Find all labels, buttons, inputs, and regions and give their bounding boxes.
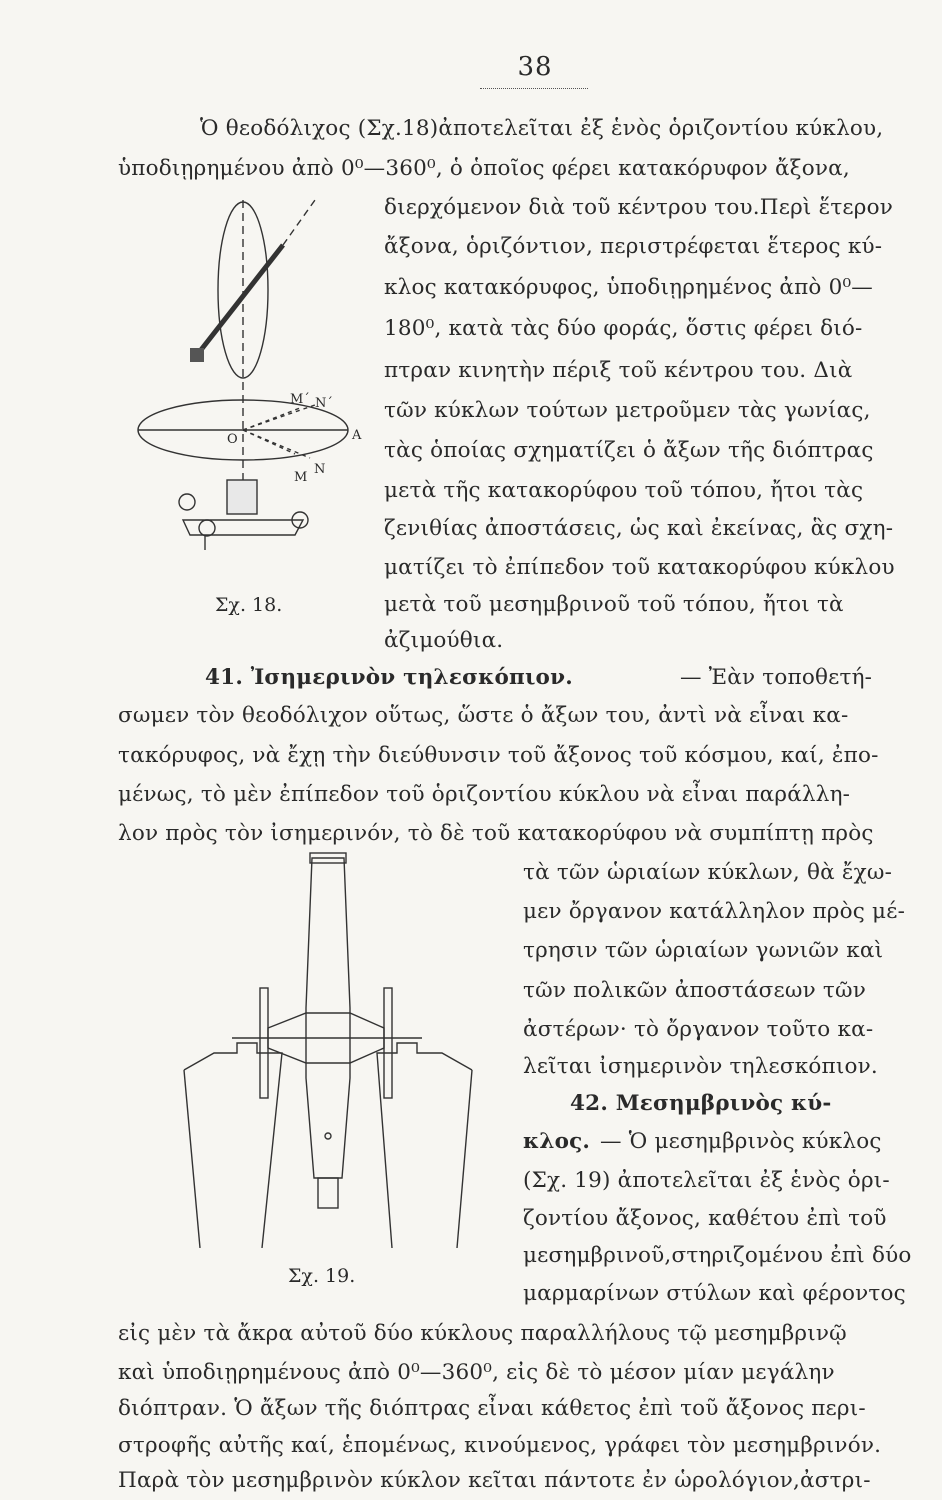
- figure-label-m-prime: M΄: [290, 392, 310, 407]
- text-line: μεσημβρινοῦ,στηριζομένου ἐπὶ δύο: [523, 1243, 912, 1268]
- page-number-rule: [480, 88, 588, 89]
- text-line: μετὰ τῆς κατακορύφου τοῦ τόπου, ἤτοι τὰς: [384, 478, 864, 503]
- text-line: 180⁰, κατὰ τὰς δύο φοράς, ὅστις φέρει διό-: [384, 316, 863, 341]
- text-line: λεῖται ἰσημερινὸν τηλεσκόπιον.: [523, 1054, 878, 1079]
- text-line: ἀστέρων· τὸ ὄργανον τοῦτο κα-: [523, 1017, 874, 1042]
- text-line: Ὁ θεοδόλιχος (Σχ.18)ἀποτελεῖται ἐξ ἑνὸς ὁριζοντίου κύκλου,: [200, 116, 884, 141]
- section-41-heading: 41. Ἰσημερινὸν τηλεσκόπιον.: [205, 665, 573, 690]
- text-line: λον πρὸς τὸν ἰσημερινόν, τὸ δὲ τοῦ κατακορύφου νὰ συμπίπτῃ πρὸς: [118, 821, 874, 846]
- text-line: μεν ὄργανον κατάλληλον πρὸς μέ-: [523, 899, 906, 924]
- text-line: ἄξονα, ὁριζόντιον, περιστρέφεται ἕτερος κύ-: [384, 234, 883, 259]
- text-line: σωμεν τὸν θεοδόλιχον οὕτως, ὥστε ὁ ἄξων του, ἀντὶ νὰ εἶναι κα-: [118, 703, 849, 728]
- text-line: ὑποδιῃρημένου ἀπὸ 0⁰—360⁰, ὁ ὁποῖος φέρει κατακόρυφον ἄξονα,: [118, 156, 850, 181]
- text-line: μαρμαρίνων στύλων καὶ φέροντος: [523, 1281, 906, 1306]
- figure-label-o: O: [227, 432, 238, 447]
- figure-label-m: M: [294, 470, 308, 485]
- figure-18-caption: Σχ. 18.: [215, 594, 283, 616]
- figure-label-n-prime: N΄: [315, 396, 333, 411]
- text-line: ματίζει τὸ ἐπίπεδον τοῦ κατακορύφου κύκλου: [384, 555, 895, 580]
- text-line: ἀζιμούθια.: [384, 628, 504, 653]
- text-line: μένως, τὸ μὲν ἐπίπεδον τοῦ ὁριζοντίου κύκλου νὰ εἶναι παράλλη-: [118, 782, 851, 807]
- text-line: κλος κατακόρυφος, ὑποδιῃρημένος ἀπὸ 0⁰—: [384, 275, 873, 300]
- text-line: καὶ ὑποδιῃρημένους ἀπὸ 0⁰—360⁰, εἰς δὲ τὸ μέσον μίαν μεγάλην: [118, 1360, 835, 1385]
- text-line: (Σχ. 19) ἀποτελεῖται ἐξ ἑνὸς ὁρι-: [523, 1168, 890, 1193]
- text-line: πτραν κινητὴν πέριξ τοῦ κέντρου του. Διὰ: [384, 358, 853, 383]
- text-line: εἰς μὲν τὰ ἄκρα αὐτοῦ δύο κύκλους παραλλήλους τῷ μεσημβρινῷ: [118, 1321, 847, 1346]
- text-line: τὰ τῶν ὡριαίων κύκλων, θὰ ἔχω-: [523, 860, 893, 885]
- text-line: — Ἐὰν τοποθετή-: [680, 665, 873, 690]
- text-line: ζενιθίας ἀποστάσεις, ὡς καὶ ἐκείνας, ἃς σχη-: [384, 516, 894, 541]
- text-line: Παρὰ τὸν μεσημβρινὸν κύκλον κεῖται πάντοτε ἐν ὡρολόγιον,ἀστρι-: [118, 1468, 871, 1493]
- text-line: τακόρυφος, νὰ ἔχῃ τὴν διεύθυνσιν τοῦ ἄξονος τοῦ κόσμου, καί, ἐπο-: [118, 743, 879, 768]
- text-line: ζοντίου ἄξονος, καθέτου ἐπὶ τοῦ: [523, 1206, 887, 1231]
- text-line: τῶν πολικῶν ἀποστάσεων τῶν: [523, 978, 866, 1003]
- figure-18-theodolite: [135, 190, 380, 575]
- text-line: τῶν κύκλων τούτων μετροῦμεν τὰς γωνίας,: [384, 398, 871, 423]
- figure-label-a: A: [352, 428, 362, 443]
- text-line: μετὰ τοῦ μεσημβρινοῦ τοῦ τόπου, ἤτοι τὰ: [384, 592, 844, 617]
- text-line: στροφῆς αὐτῆς καί, ἑπομένως, κινούμενος, γράφει τὸν μεσημβρινόν.: [118, 1433, 882, 1458]
- page-number: 38: [517, 52, 553, 82]
- text-line: διερχόμενον διὰ τοῦ κέντρου του.Περὶ ἕτερον: [384, 195, 894, 220]
- text-line: τρησιν τῶν ὡριαίων γωνιῶν καὶ: [523, 938, 884, 963]
- figure-19-caption: Σχ. 19.: [288, 1265, 356, 1287]
- text-line: — Ὁ μεσημβρινὸς κύκλος: [600, 1129, 882, 1154]
- section-42-heading-continued: κλος.: [523, 1129, 591, 1154]
- text-line: τὰς ὁποίας σχηματίζει ὁ ἄξων τῆς διόπτρας: [384, 438, 874, 463]
- figure-19-meridian-circle: [172, 848, 512, 1248]
- text-line: διόπτραν. Ὁ ἄξων τῆς διόπτρας εἶναι κάθετος ἐπὶ τοῦ ἄξονος περι-: [118, 1396, 866, 1421]
- figure-label-n: N: [314, 462, 326, 477]
- section-42-heading: 42. Μεσημβρινὸς κύ-: [570, 1091, 832, 1116]
